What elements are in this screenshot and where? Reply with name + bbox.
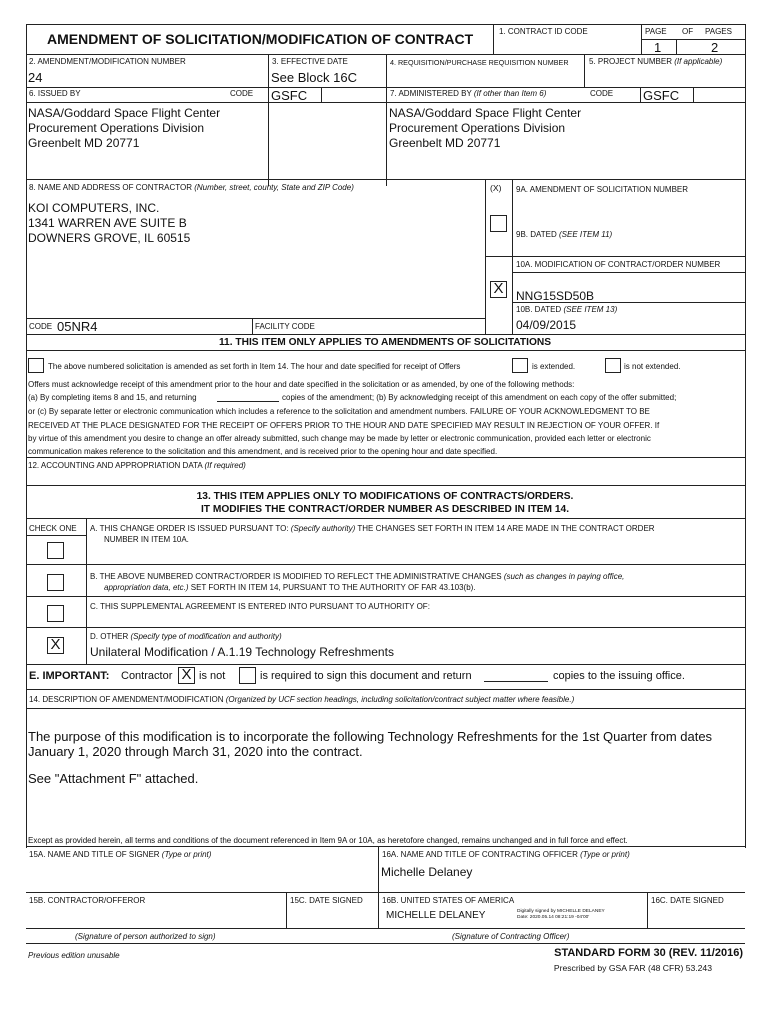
of-label: OF	[682, 27, 694, 36]
rule	[676, 39, 677, 54]
except-text: Except as provided herein, all terms and conditions of the document referenced in Item 9A or 10A, as heretofore changed, remains unchanged and in full force and effect.	[28, 836, 628, 845]
officer-name: Michelle Delaney	[381, 865, 473, 879]
checkbox-is-not[interactable]: X	[178, 667, 195, 684]
rule	[26, 928, 745, 929]
rule	[26, 518, 745, 519]
item-11-text-1: Offers must acknowledge receipt of this amendment prior to the hour and date specified in the solicitation or as amended, by one of the following methods:	[28, 380, 575, 389]
previous-edition: Previous edition unusable	[28, 951, 120, 960]
administered-by-line-3: Greenbelt MD 20771	[389, 136, 501, 150]
rule	[386, 102, 745, 103]
rule-left	[26, 24, 27, 848]
requisition-label: 4. REQUISITION/PURCHASE REQUISITION NUMBER	[390, 58, 569, 67]
signature-16-caption: (Signature of Contracting Officer)	[452, 932, 570, 941]
page-label: PAGE	[645, 27, 667, 36]
issued-by-line-3: Greenbelt MD 20771	[28, 136, 140, 150]
rule	[26, 596, 745, 597]
rule	[26, 627, 745, 628]
rule	[26, 664, 745, 665]
contract-order-number: NNG15SD50B	[516, 289, 595, 303]
page-number: 1	[654, 40, 662, 55]
description-label: 14. DESCRIPTION OF AMENDMENT/MODIFICATION (Organized by UCF section headings, including solicitation/contract subject matter where feasible.)	[29, 695, 575, 704]
checkbox-not-extended[interactable]	[605, 358, 621, 373]
item-11-text-2a: (a) By completing items 8 and 15, and returning	[28, 393, 197, 402]
digital-signature-line-2: Date: 2020.05.14 08:21:19 -04'00'	[517, 915, 590, 920]
effective-date: See Block 16C	[271, 70, 357, 85]
x-column-label: (X)	[490, 183, 502, 193]
issued-by-code-label: CODE	[230, 89, 254, 98]
contractor-line-2: 1341 WARREN AVE SUITE B	[28, 216, 187, 230]
date-signed-15c-label: 15C. DATE SIGNED	[290, 896, 363, 905]
signature-15-caption: (Signature of person authorized to sign)	[75, 932, 216, 941]
modification-contract-label: 10A. MODIFICATION OF CONTRACT/ORDER NUMBER	[516, 260, 721, 269]
rule	[26, 689, 745, 690]
checkbox-9a[interactable]	[490, 215, 507, 232]
description-line-2: January 1, 2020 through March 31, 2020 into the contract.	[28, 744, 363, 759]
copies-blank	[217, 401, 279, 402]
pages-label: PAGES	[705, 27, 732, 36]
checkbox-amended[interactable]	[28, 358, 44, 373]
rule-top	[26, 24, 745, 25]
item-13b-line-2: appropriation data, etc.) SET FORTH IN ITEM 14, PURSUANT TO THE AUTHORITY OF FAR 43.103(b).	[104, 583, 476, 592]
date-signed-16c-label: 16C. DATE SIGNED	[651, 896, 724, 905]
rule	[26, 535, 86, 536]
rule	[252, 318, 253, 334]
checkbox-10a[interactable]: X	[490, 281, 507, 298]
administered-by-line-1: NASA/Goddard Space Flight Center	[389, 106, 582, 120]
accounting-label: 12. ACCOUNTING AND APPROPRIATION DATA (If required)	[28, 461, 246, 470]
administered-by-code: GSFC	[643, 88, 680, 103]
item-11-line: The above numbered solicitation is amended as set forth in Item 14. The hour and date specified for receipt of Offers	[48, 362, 461, 371]
form-title: AMENDMENT OF SOLICITATION/MODIFICATION OF CONTRACT	[47, 31, 474, 47]
contractor-code: 05NR4	[57, 319, 98, 334]
is-not-label: is not	[199, 670, 226, 682]
contractor-line-1: KOI COMPUTERS, INC.	[28, 201, 160, 215]
issued-by-line-2: Procurement Operations Division	[28, 121, 205, 135]
project-number-label: 5. PROJECT NUMBER (If applicable)	[589, 57, 723, 66]
rule	[378, 846, 379, 928]
copies-label: copies to the issuing office.	[553, 670, 685, 682]
item-11-text-5: by virtue of this amendment you desire to change an offer already submitted, such change may be made by letter or electronic communication, provided each letter or electronic	[28, 434, 651, 443]
item-13-heading-2: IT MODIFIES THE CONTRACT/ORDER NUMBER AS DESCRIBED IN ITEM 14.	[200, 504, 570, 515]
signer-name-label: 15A. NAME AND TITLE OF SIGNER (Type or print)	[29, 850, 212, 859]
contractor-code-label: CODE	[29, 322, 53, 331]
contract-date: 04/09/2015	[516, 318, 577, 332]
rule	[26, 87, 745, 88]
important-contractor: Contractor	[121, 670, 173, 682]
item-11-text-4: RECEIVED AT THE PLACE DESIGNATED FOR THE RECEIPT OF OFFERS PRIOR TO THE HOUR AND DATE SPECIFIED MAY RESULT IN REJECTION OF YOUR OFFER. If	[28, 421, 660, 430]
checkbox-is-required[interactable]	[239, 667, 256, 684]
rule	[26, 457, 745, 458]
standard-form-number: STANDARD FORM 30 (REV. 11/2016)	[554, 947, 743, 959]
contractor-line-3: DOWNERS GROVE, IL 60515	[28, 231, 191, 245]
item-11-text-3: or (c) By separate letter or electronic communication which includes a reference to the solicitation and amendment numbers. FAILURE OF YOUR ACKNOWLEDGMENT TO BE	[28, 407, 650, 416]
digital-signature-line-1: Digitally signed by MICHELLE DELANEY	[517, 909, 605, 914]
total-pages: 2	[711, 40, 719, 55]
checkbox-13a[interactable]	[47, 542, 64, 559]
return-copies-blank	[484, 681, 548, 682]
item-13c-text: C. THIS SUPPLEMENTAL AGREEMENT IS ENTERED INTO PURSUANT TO AUTHORITY OF:	[90, 602, 430, 611]
rule	[286, 892, 287, 928]
is-required-label: is required to sign this document and return	[260, 670, 472, 682]
issued-by-label: 6. ISSUED BY	[29, 89, 81, 98]
item-11-text-2b: copies of the amendment; (b) By acknowledging receipt of this amendment on each copy of the offer submitted;	[282, 393, 677, 402]
dated-9b-label: 9B. DATED (SEE ITEM 11)	[516, 230, 613, 239]
rule	[26, 943, 745, 944]
rule	[26, 892, 745, 893]
rule	[26, 708, 745, 709]
usa-label: 16B. UNITED STATES OF AMERICA	[382, 896, 515, 905]
checkbox-13c[interactable]	[47, 605, 64, 622]
rule	[485, 256, 745, 257]
issued-by-code: GSFC	[271, 88, 308, 103]
contractor-label: 8. NAME AND ADDRESS OF CONTRACTOR (Number, street, county, State and ZIP Code)	[29, 183, 354, 192]
administered-by-label: 7. ADMINISTERED BY (If other than Item 6)	[390, 89, 547, 98]
digital-signature-name: MICHELLE DELANEY	[386, 910, 486, 921]
item-11-text-6: communication makes reference to the solicitation and this amendment, and is received prior to the opening hour and date specified.	[28, 447, 498, 456]
rule	[647, 892, 648, 928]
description-line-1: The purpose of this modification is to incorporate the following Technology Refreshments for the 1st Quarter from dates	[28, 729, 713, 744]
rule	[512, 272, 745, 273]
contractor-offeror-label: 15B. CONTRACTOR/OFFEROR	[29, 896, 146, 905]
checkbox-13d[interactable]: X	[47, 637, 64, 654]
not-extended-label: is not extended.	[624, 362, 681, 371]
contract-id-label: 1. CONTRACT ID CODE	[499, 27, 588, 36]
officer-name-label: 16A. NAME AND TITLE OF CONTRACTING OFFICER (Type or print)	[382, 850, 630, 859]
rule	[26, 350, 745, 351]
amendment-number-label: 2. AMENDMENT/MODIFICATION NUMBER	[29, 57, 186, 66]
rule	[26, 485, 745, 486]
rule	[26, 334, 745, 335]
dated-10b-label: 10B. DATED (SEE ITEM 13)	[516, 305, 618, 314]
amendment-number: 24	[28, 70, 43, 85]
item-13a-line-1: A. THIS CHANGE ORDER IS ISSUED PURSUANT TO: (Specify authority) THE CHANGES SET FORTH IN ITEM 14 ARE MADE IN THE CONTRACT ORDER	[90, 524, 655, 533]
rule	[26, 846, 745, 847]
checkbox-13b[interactable]	[47, 574, 64, 591]
administered-by-code-label: CODE	[590, 89, 614, 98]
item-13b-line-1: B. THE ABOVE NUMBERED CONTRACT/ORDER IS MODIFIED TO REFLECT THE ADMINISTRATIVE CHANGES (such as changes in paying office,	[90, 572, 625, 581]
administered-by-line-2: Procurement Operations Division	[389, 121, 566, 135]
amendment-solicitation-label: 9A. AMENDMENT OF SOLICITATION NUMBER	[516, 185, 689, 194]
issued-by-line-1: NASA/Goddard Space Flight Center	[28, 106, 221, 120]
checkbox-extended[interactable]	[512, 358, 528, 373]
important-label: E. IMPORTANT:	[29, 670, 110, 682]
rule	[493, 24, 494, 54]
rule	[584, 54, 585, 87]
check-one-label: CHECK ONE	[29, 524, 77, 533]
item-13a-line-2: NUMBER IN ITEM 10A.	[104, 535, 189, 544]
extended-label: is extended.	[532, 362, 576, 371]
item-11-heading: 11. THIS ITEM ONLY APPLIES TO AMENDMENTS OF SOLICITATIONS	[218, 337, 552, 348]
item-13-heading-1: 13. THIS ITEM APPLIES ONLY TO MODIFICATIONS OF CONTRACTS/ORDERS.	[196, 491, 574, 502]
item-13d-value: Unilateral Modification / A.1.19 Technology Refreshments	[90, 645, 394, 659]
rule	[86, 518, 87, 664]
rule	[26, 179, 745, 180]
prescribed-by: Prescribed by GSA FAR (48 CFR) 53.243	[553, 963, 712, 973]
effective-date-label: 3. EFFECTIVE DATE	[272, 57, 348, 66]
rule	[386, 54, 387, 186]
rule	[26, 564, 745, 565]
rule-right	[745, 24, 746, 848]
facility-code-label: FACILITY CODE	[255, 322, 315, 331]
rule	[268, 54, 269, 186]
item-13d-label: D. OTHER (Specify type of modification and authority)	[90, 632, 282, 641]
description-line-3: See "Attachment F" attached.	[28, 771, 199, 786]
rule	[26, 102, 386, 103]
